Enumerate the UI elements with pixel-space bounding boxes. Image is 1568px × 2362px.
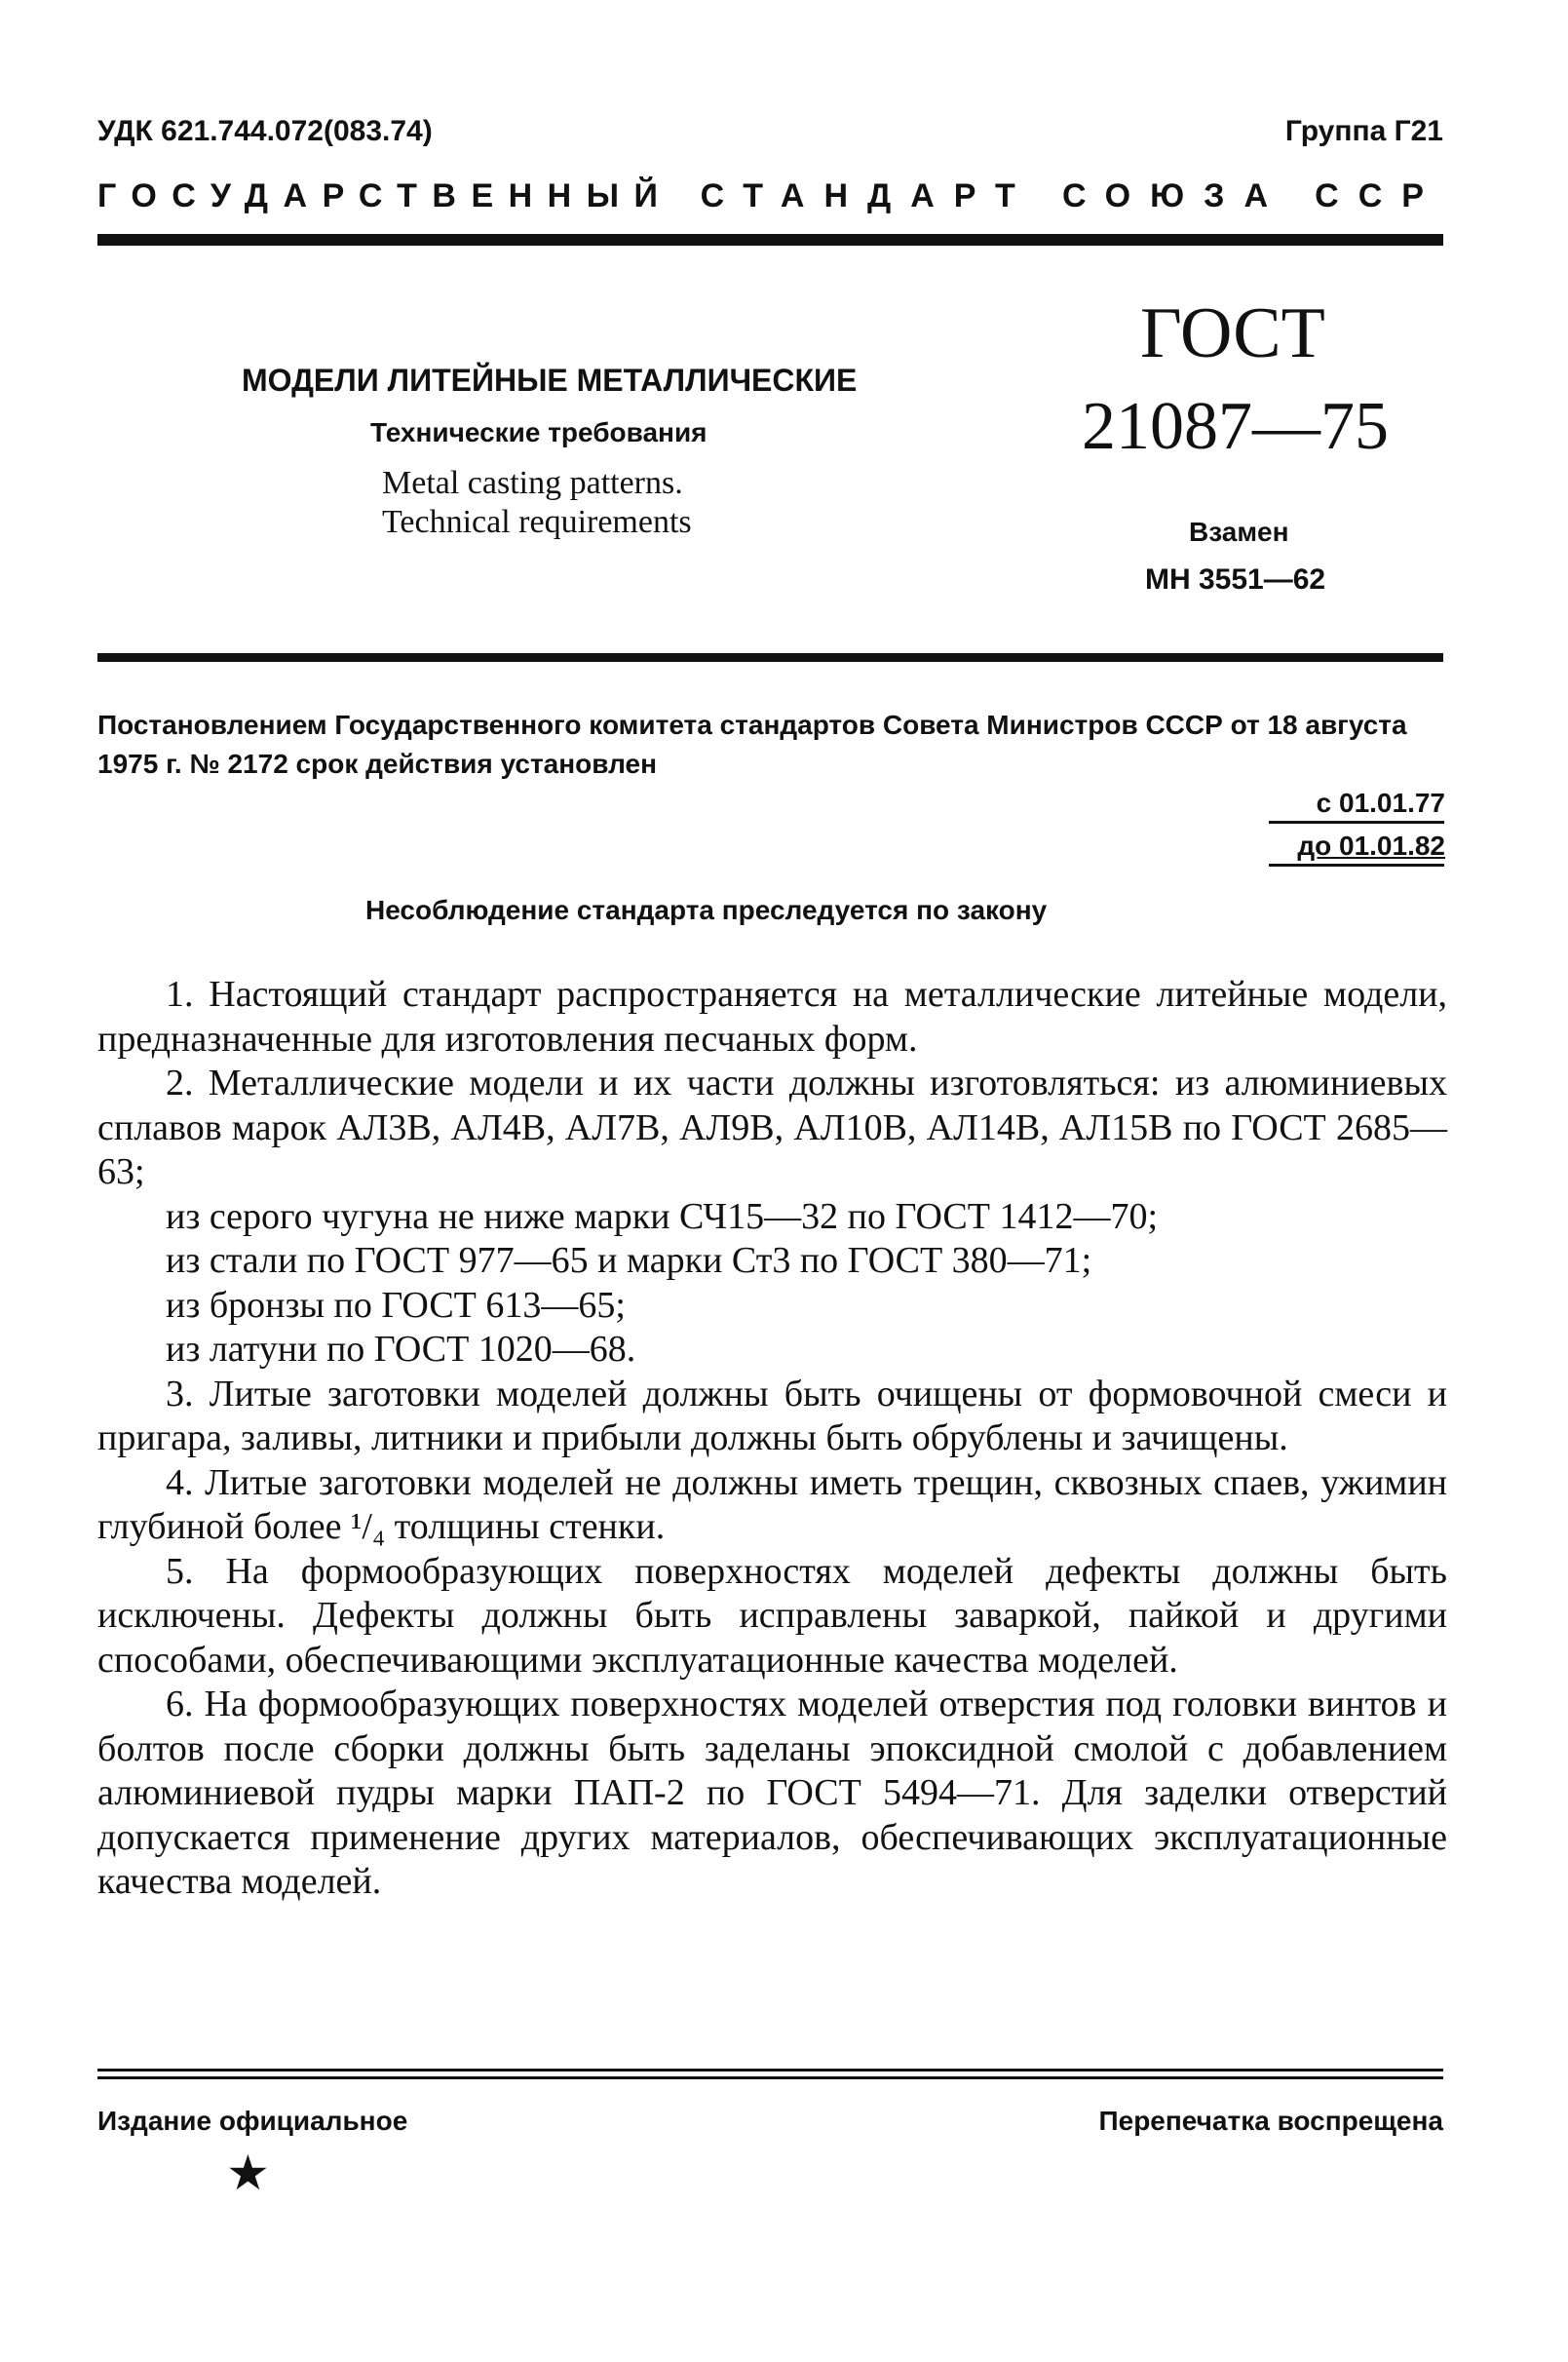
- legal-notice: Несоблюдение стандарта преследуется по закону: [365, 895, 1048, 925]
- footer-rule: [97, 2069, 1443, 2072]
- replaces-label: Взамен: [1189, 517, 1289, 547]
- clause-6: 6. На формообразующих поверхностях моделей отверстия под головки винтов и болтов после сборки должны быть заделаны эпоксидной смолой с добавлением алюминиевой пудры марки ПАП-2 по ГОСТ 5494—71. Для заделки отверстий допускается применение других материалов, обеспечивающих эксплуатационные качества моделей.: [97, 1684, 1447, 1902]
- group-code: Группа Г21: [1284, 115, 1443, 147]
- effective-from-date: с 01.01.77: [1316, 788, 1445, 818]
- date-underline: [1269, 864, 1444, 867]
- standard-body: [97, 973, 1447, 1905]
- english-title: [382, 464, 692, 542]
- effective-until-date: до 01.01.82: [1297, 831, 1445, 861]
- state-standard-header: [97, 177, 1443, 215]
- clause-5: 5. На формообразующих поверхностях моделей дефекты должны быть исключены. Дефекты должны быть исправлены заваркой, пайкой и другими способами, обеспечивающими эксплуатационные качества моделей.: [97, 1550, 1447, 1681]
- section-rule: [97, 653, 1443, 662]
- star-icon: ★: [226, 2145, 270, 2201]
- clause-3: 3. Литые заготовки моделей должны быть очищены от формовочной смеси и пригара, заливы, литники и прибыли должны быть обрублены и зачищены.: [97, 1373, 1447, 1458]
- footer-rule: [97, 2076, 1443, 2079]
- header-word: ГОСУДАРСТВЕННЫЙ: [97, 177, 673, 214]
- gost-label: ГОСТ: [1140, 293, 1325, 373]
- official-edition-label: Издание официальное: [97, 2106, 408, 2136]
- replaces-code: МН 3551—62: [1145, 563, 1326, 596]
- clause-2-item: из латуни по ГОСТ 1020—68.: [166, 1329, 636, 1370]
- header-word: СТАНДАРТ: [700, 177, 1035, 214]
- udk-code: УДК 621.744.072(083.74): [97, 115, 433, 147]
- header-rule: [97, 234, 1443, 246]
- document-title: МОДЕЛИ ЛИТЕЙНЫЕ МЕТАЛЛИЧЕСКИЕ: [242, 363, 858, 398]
- reprint-prohibited-label: Перепечатка воспрещена: [1098, 2106, 1443, 2136]
- clause-2-item: из бронзы по ГОСТ 613—65;: [166, 1284, 626, 1326]
- clause-2-item: из стали по ГОСТ 977—65 и марки Ст3 по ГОСТ 380—71;: [166, 1240, 1092, 1281]
- clause-4: 4. Литые заготовки моделей не должны иметь трещин, сквозных спаев, ужимин глубиной более ¹/₄ толщины стенки.: [97, 1461, 1447, 1547]
- gost-number: 21087—75: [1082, 389, 1389, 464]
- english-title-line: Technical requirements: [382, 504, 692, 540]
- document-subtitle: Технические требования: [370, 417, 708, 447]
- date-divider: [1269, 821, 1444, 824]
- clause-2-item: из серого чугуна не ниже марки СЧ15—32 по ГОСТ 1412—70;: [166, 1195, 1159, 1237]
- english-title-line: Metal casting patterns.: [382, 465, 683, 501]
- decree-text: Постановлением Государственного комитета стандартов Совета Министров СССР от 18 августа 1975 г. № 2172 срок действия установлен: [97, 710, 1407, 779]
- clause-1: 1. Настоящий стандарт распространяется на металлические литейные модели, предназначенные для изготовления песчаных форм.: [97, 974, 1447, 1060]
- header-word: СОЮЗА: [1061, 177, 1288, 214]
- header-word: ССР: [1315, 177, 1443, 214]
- clause-2: 2. Металлические модели и их части должны изготовляться: из алюминиевых сплавов марок АЛ3В, АЛ4В, АЛ7В, АЛ9В, АЛ10В, АЛ14В, АЛ15В по ГОСТ 2685—63;: [97, 1063, 1447, 1192]
